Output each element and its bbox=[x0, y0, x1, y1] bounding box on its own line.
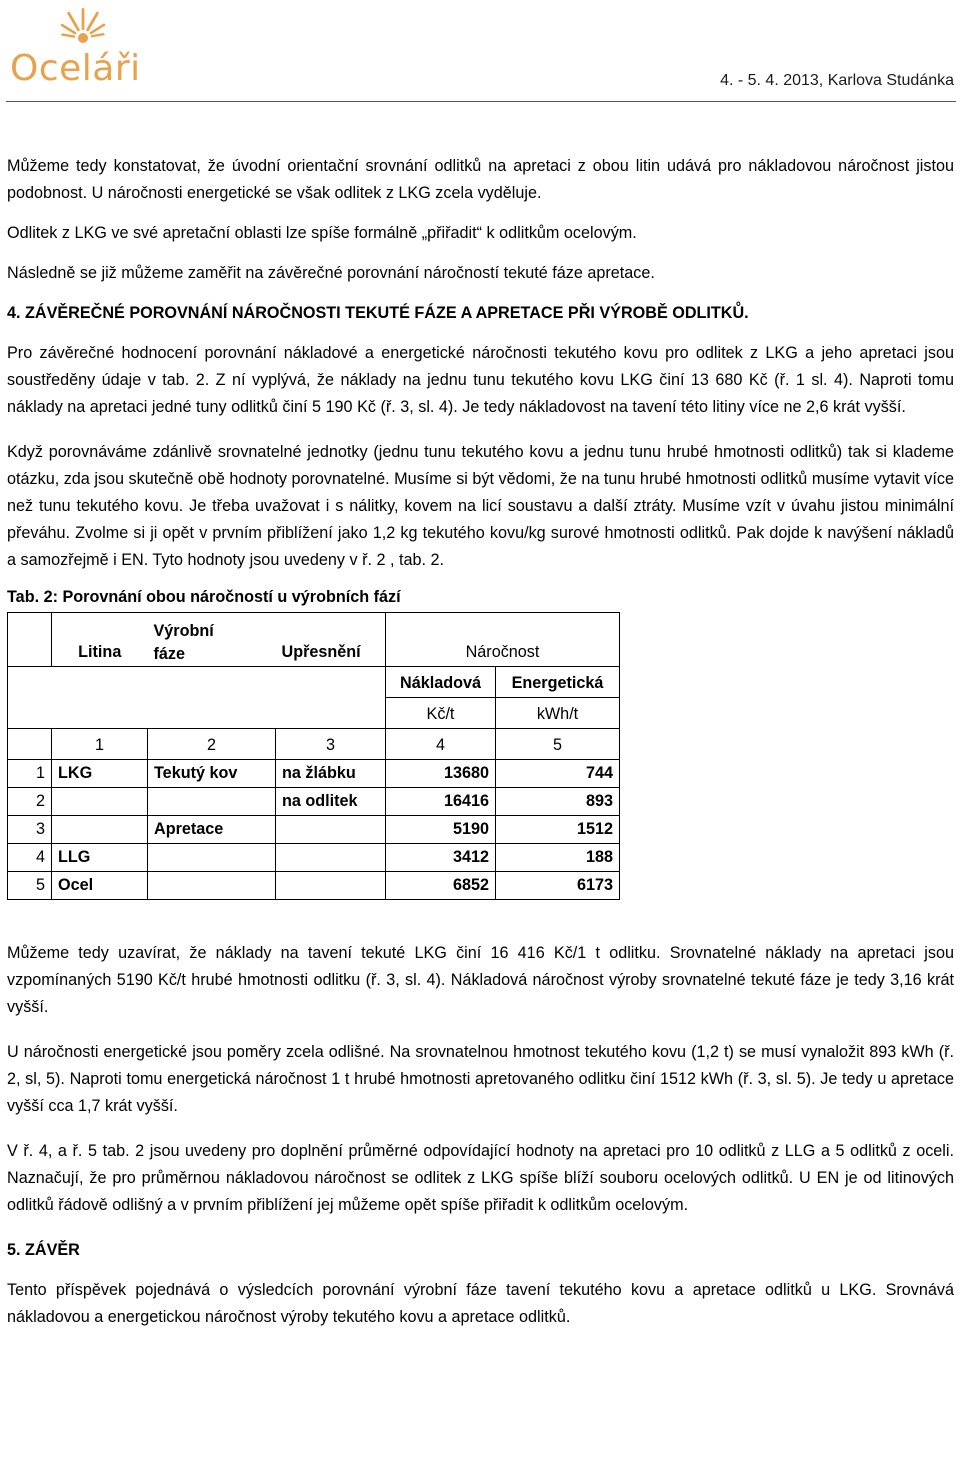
table-row bbox=[8, 816, 620, 844]
section-heading-5: 5. ZÁVĚR bbox=[7, 1241, 80, 1259]
cell-faze bbox=[148, 844, 276, 872]
col-number: 3 bbox=[276, 729, 386, 760]
comparison-table bbox=[7, 612, 620, 900]
header-litina: Litina bbox=[52, 613, 148, 667]
cell-faze: Tekutý kov bbox=[148, 760, 276, 788]
cell-litina: LLG bbox=[52, 844, 148, 872]
cell-energeticka: 744 bbox=[496, 760, 620, 788]
cell-upresneni: na odlitek bbox=[276, 788, 386, 816]
cell-nakladova: 6852 bbox=[386, 872, 496, 900]
cell-energeticka: 188 bbox=[496, 844, 620, 872]
header-vyrobni-faze bbox=[148, 613, 276, 667]
header-faze-line2: fáze bbox=[153, 645, 185, 663]
cell-upresneni bbox=[276, 816, 386, 844]
col-number: 4 bbox=[386, 729, 496, 760]
cell-nakladova: 16416 bbox=[386, 788, 496, 816]
section-heading-4: 4. ZÁVĚREČNÉ POROVNÁNÍ NÁROČNOSTI TEKUTÉ FÁZE A APRETACE PŘI VÝROBĚ ODLITKŮ. bbox=[7, 304, 749, 322]
ocelari-logo bbox=[6, 4, 156, 94]
cell-litina bbox=[52, 816, 148, 844]
col-number-blank bbox=[8, 729, 52, 760]
table-row bbox=[8, 760, 620, 788]
cell-faze: Apretace bbox=[148, 816, 276, 844]
header-divider bbox=[6, 101, 956, 102]
logo-text: Oceláři bbox=[10, 48, 141, 89]
cell-faze bbox=[148, 788, 276, 816]
col-number: 5 bbox=[496, 729, 620, 760]
cell-energeticka: 893 bbox=[496, 788, 620, 816]
row-number: 2 bbox=[8, 788, 52, 816]
row-number: 3 bbox=[8, 816, 52, 844]
table-row bbox=[8, 844, 620, 872]
cell-litina bbox=[52, 788, 148, 816]
row-number: 5 bbox=[8, 872, 52, 900]
cell-upresneni bbox=[276, 872, 386, 900]
paragraph: Můžeme tedy konstatovat, že úvodní orientační srovnání odlitků na apretaci z obou litin udává pro nákladovou náročnost jistou podobnost. U náročnosti energetické se však odlitek z LKG zcela vyděluje. bbox=[7, 157, 954, 202]
table-caption: Tab. 2: Porovnání obou náročností u výrobních fází bbox=[7, 588, 401, 606]
row-number: 4 bbox=[8, 844, 52, 872]
table-row bbox=[8, 872, 620, 900]
col-number: 2 bbox=[148, 729, 276, 760]
cell-nakladova: 13680 bbox=[386, 760, 496, 788]
header-narocnost: Náročnost bbox=[386, 613, 620, 667]
table-row bbox=[8, 788, 620, 816]
cell-energeticka: 6173 bbox=[496, 872, 620, 900]
document-body bbox=[7, 153, 954, 1331]
header-nakladova: Nákladová bbox=[386, 667, 496, 698]
cell-upresneni bbox=[276, 844, 386, 872]
cell-litina: Ocel bbox=[52, 872, 148, 900]
paragraph: V ř. 4, a ř. 5 tab. 2 jsou uvedeny pro doplnění průměrné odpovídající hodnoty na apretaci pro 10 odlitků z LLG a 5 odlitků z oceli. Naznačují, že pro průměrnou nákladovou náročnost se odlitek z LKG spíše blíží souboru ocelových odlitků. U EN je od litinových odlitků řádově odlišný a v prvním přiblížení jej můžeme opět spíše přiřadit k odlitkům ocelovým. bbox=[7, 1142, 954, 1214]
paragraph: U náročnosti energetické jsou poměry zcela odlišné. Na srovnatelnou hmotnost tekutého kovu (1,2 t) se musí vynaložit 893 kWh (ř. 2, sl, 5). Naproti tomu energetická náročnost 1 t hrubé hmotnosti apretovaného odlitku činí 1512 kWh (ř. 3, sl. 5). Je tedy u apretace vyšší cca 1,7 krát vyšší. bbox=[7, 1043, 954, 1115]
unit-kwh: kWh/t bbox=[496, 698, 620, 729]
paragraph: Můžeme tedy uzavírat, že náklady na tavení tekuté LKG činí 16 416 Kč/1 t odlitku. Srovnatelné náklady na apretaci jsou vzpomínaných 5190 Kč/t hrubé hmotnosti odlitku (ř. 3, sl. 4). Nákladová náročnost výroby srovnatelné tekuté fáze je tedy 3,16 krát vyšší. bbox=[7, 944, 954, 1016]
paragraph: Tento příspěvek pojednává o výsledcích porovnání výrobní fáze tavení tekutého kovu a apretace odlitků u LKG. Srovnává nákladovou a energetickou náročnost výroby tekutého kovu a apretace odlitků. bbox=[7, 1281, 954, 1326]
sun-rays-logo-icon bbox=[58, 4, 108, 48]
cell-energeticka: 1512 bbox=[496, 816, 620, 844]
paragraph: Následně se již můžeme zaměřit na závěrečné porovnání náročností tekuté fáze apretace. bbox=[7, 264, 655, 282]
cell-nakladova: 5190 bbox=[386, 816, 496, 844]
col-number: 1 bbox=[52, 729, 148, 760]
row-number: 1 bbox=[8, 760, 52, 788]
cell-upresneni: na žlábku bbox=[276, 760, 386, 788]
cell-nakladova: 3412 bbox=[386, 844, 496, 872]
header-cell bbox=[8, 613, 52, 667]
paragraph: Pro závěrečné hodnocení porovnání nákladové a energetické náročnosti tekutého kovu pro odlitek z LKG a jeho apretaci jsou soustředěny údaje v tab. 2. Z ní vyplývá, že náklady na jednu tunu tekutého kovu LKG činí 13 680 Kč (ř. 1 sl. 4). Naproti tomu náklady na apretaci jedné tuny odlitků činí 5 190 Kč (ř. 3, sl. 4). Je tedy nákladovost na tavení této litiny více ne 2,6 krát vyšší. bbox=[7, 344, 954, 416]
header-upresneni: Upřesnění bbox=[276, 613, 386, 667]
page-header bbox=[0, 0, 960, 110]
header-blank bbox=[8, 667, 386, 729]
header-date-place: 4. - 5. 4. 2013, Karlova Studánka bbox=[720, 72, 954, 89]
cell-litina: LKG bbox=[52, 760, 148, 788]
paragraph: Když porovnáváme zdánlivě srovnatelné jednotky (jednu tunu tekutého kovu a jednu tunu hrubé hmotnosti odlitků) tak si klademe otázku, zda jsou skutečně obě hodnoty porovnatelné. Musíme si být vědomi, že na tunu hrubé hmotnosti odlitků musíme vytavit více než tunu tekutého kovu. Je třeba uvažovat i s nálitky, kovem na licí soustavu a další ztráty. Musíme vzít v úvahu jistou minimální převáhu. Zvolme si ji opět v prvním přiblížení jako 1,2 kg tekutého kovu/kg surové hmotnosti odlitků. Pak dojde k navýšení nákladů a samozřejmě i EN. Tyto hodnoty jsou uvedeny v ř. 2 , tab. 2. bbox=[7, 443, 954, 569]
cell-faze bbox=[148, 872, 276, 900]
header-faze-line1: Výrobní bbox=[153, 622, 214, 640]
paragraph: Odlitek z LKG ve své apretační oblasti lze spíše formálně „přiřadit“ k odlitkům ocelovým. bbox=[7, 224, 637, 242]
unit-kc: Kč/t bbox=[386, 698, 496, 729]
header-energeticka: Energetická bbox=[496, 667, 620, 698]
